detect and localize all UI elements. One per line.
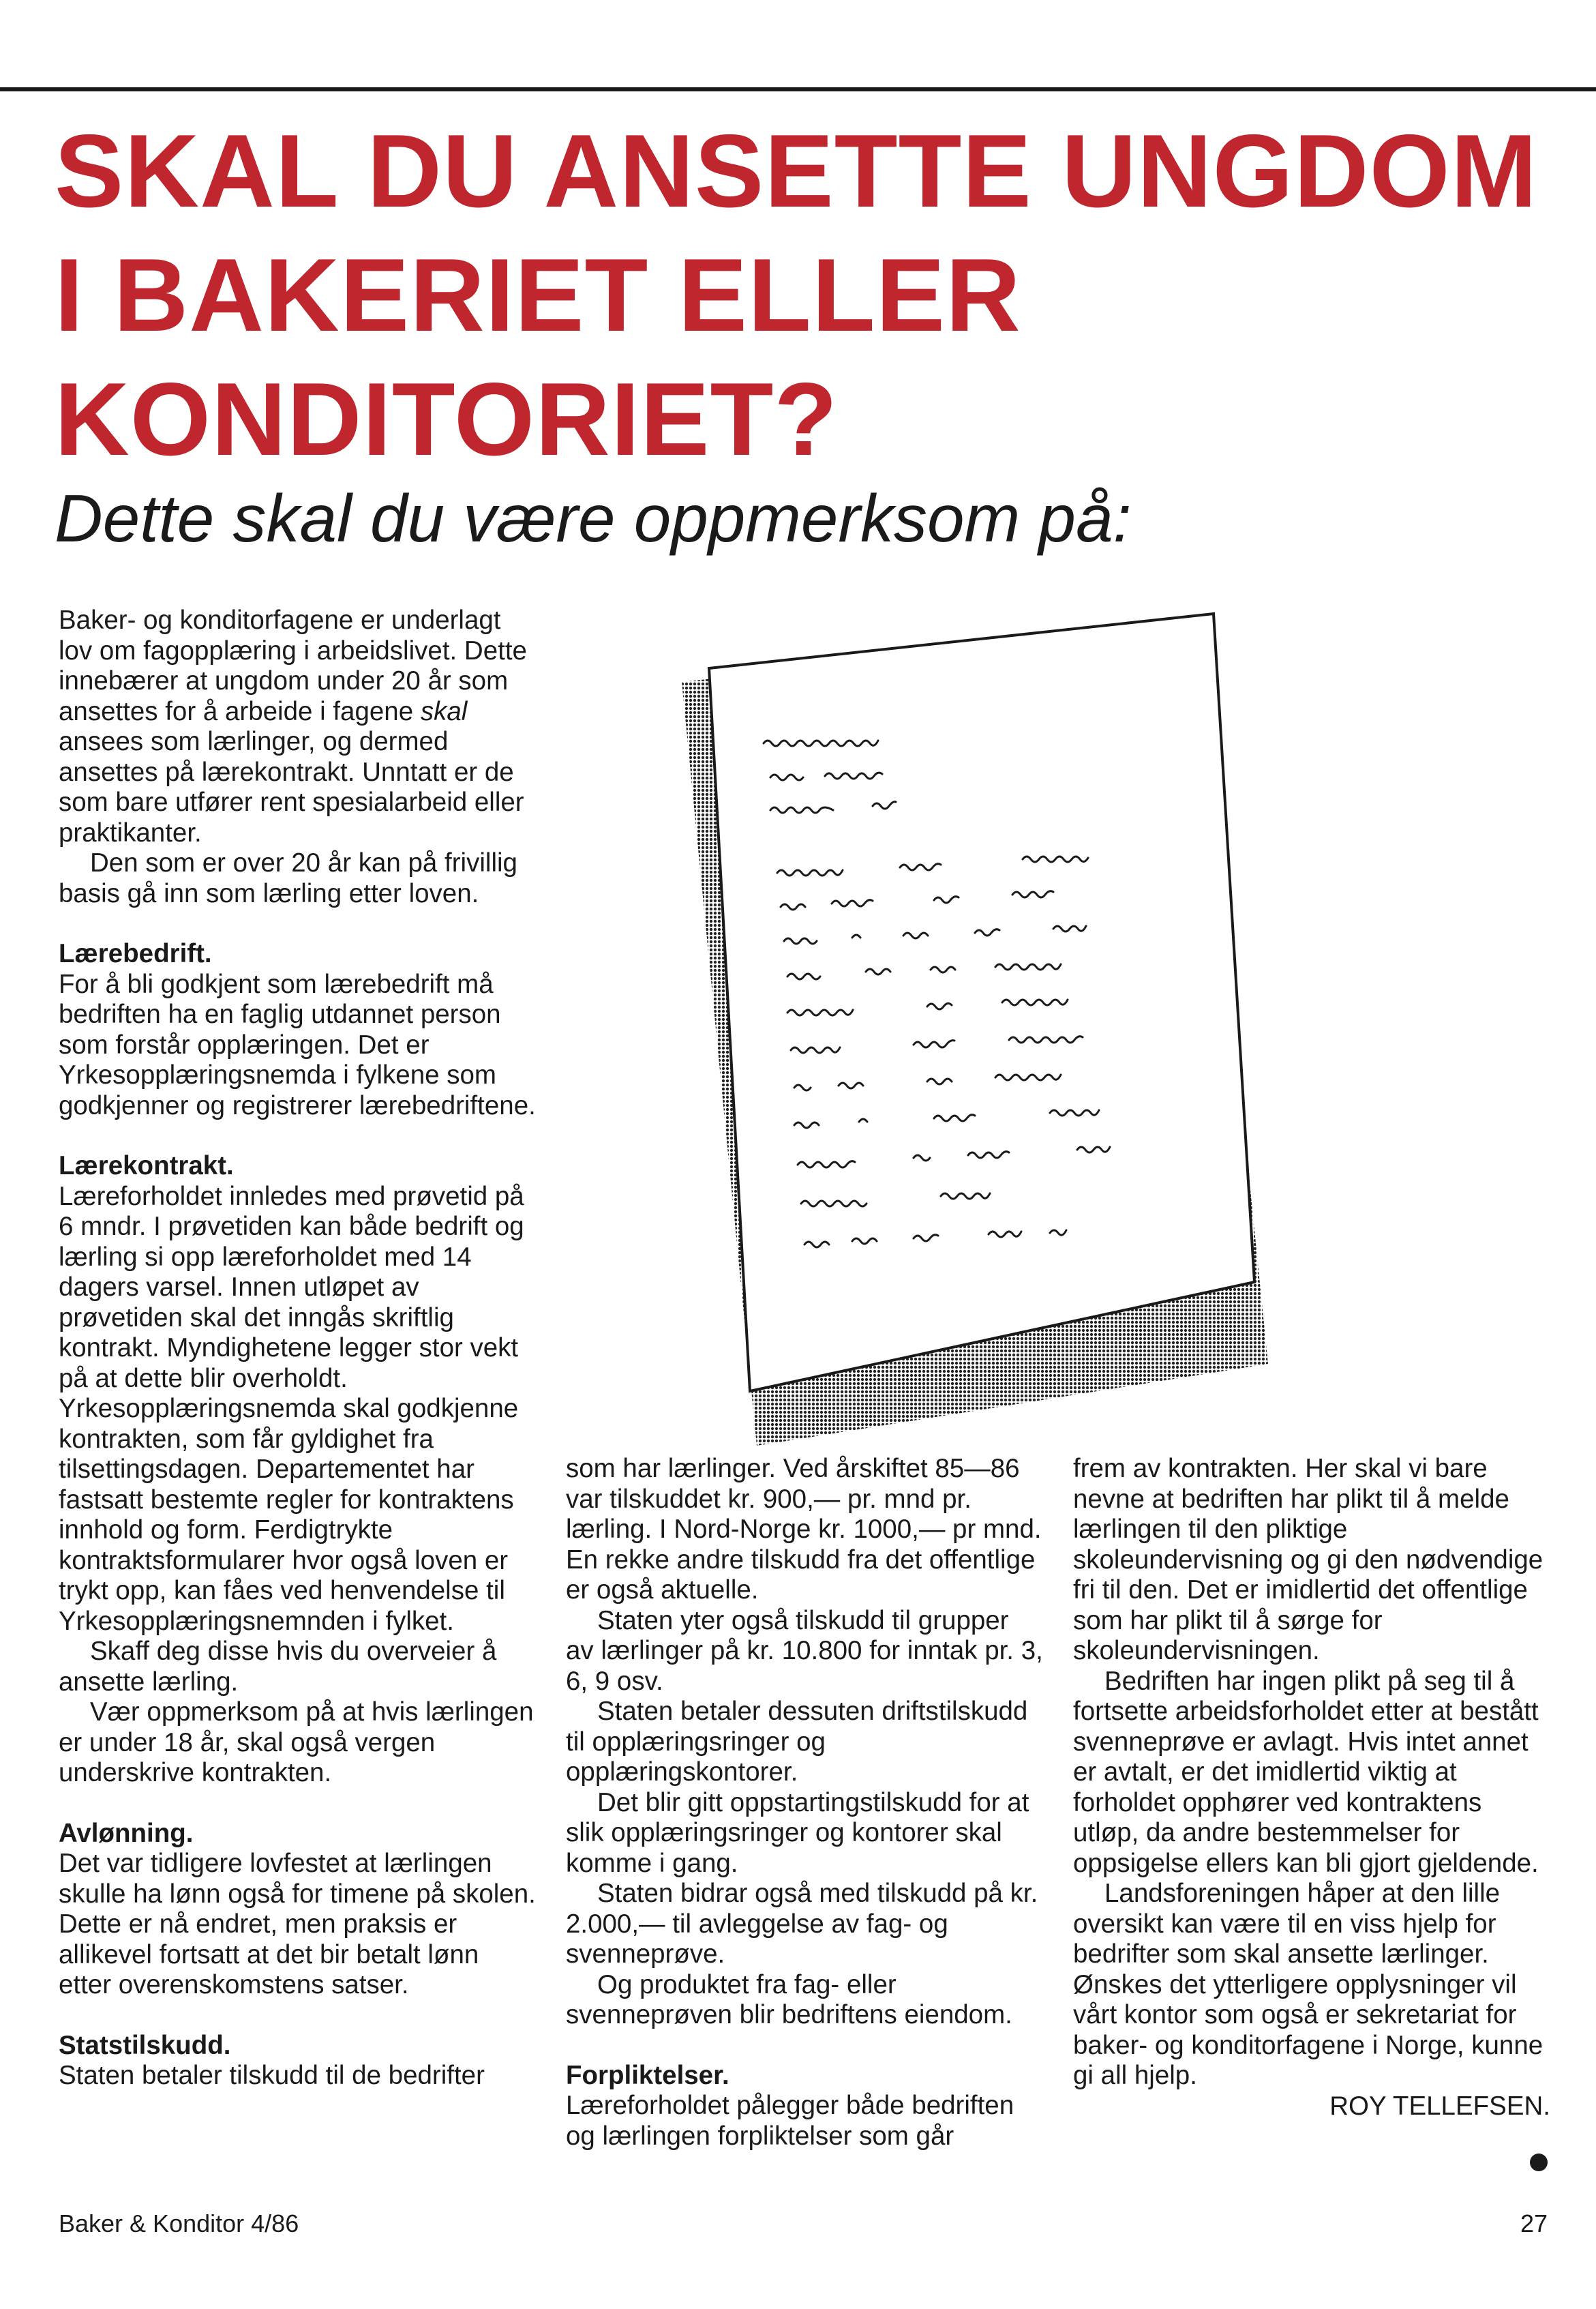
headline-line-1: SKAL DU ANSETTE UNGDOM	[55, 113, 1538, 229]
headline-line-3: KONDITORIET?	[55, 361, 839, 477]
end-mark-icon	[1530, 2154, 1548, 2171]
forpliktelser-paragraph-start: Læreforholdet pålegger både bedriften og lærlingen forpliktelser som går	[566, 2091, 1014, 2151]
heading-avlonning: Avlønning.	[59, 1818, 194, 1848]
statstilskudd-paragraph-start: Staten betaler tilskudd til de bedrifter	[59, 2061, 485, 2090]
statstilskudd-paragraph-6: Og produktet fra fag- eller svenneprøven blir bedriftens eiendom.	[566, 1969, 1012, 2029]
laerekontrakt-paragraph-1: Læreforholdet innledes med prøvetid på 6 mndr. I prøvetiden kan både bedrift og lærling si opp læreforholdet med 14 dagers varsel. Innen utløpet av prøvetiden skal det inngås skriftlig kontrakt. Myndighetene legger stor vekt på at dette blir overholdt. Yrkesopplæringsnemda skal godkjenne kontrakten, som får gyldighet fra tilsettingsdagen. Departementet har fastsatt bestemte regler for kontraktens innhold og form. Ferdigtrykte kontraktsformularer hvor også loven er trykt opp, kan fåes ved henvendelse til Yrkesopplæringsnemnden i fylket.	[59, 1181, 524, 1636]
forpliktelser-paragraph-3: Landsforeningen håper at den lille oversikt kan være til en viss hjelp for bedrifter som skal ansette lærlinger. Ønskes det ytterligere opplysninger vil vårt kontor som også er sekretariat for baker- og konditorfagene i Norge, kunne gi all hjelp.	[1073, 1879, 1544, 2090]
intro-text: Baker- og konditorfagene er underlagt lov om fagopplæring i arbeidslivet. Dette innebærer at ungdom under 20 år som ansettes for å arbeide i fagene	[59, 606, 527, 726]
column-2	[566, 1454, 1043, 2151]
heading-forpliktelser: Forpliktelser.	[566, 2060, 729, 2090]
intro-paragraph	[59, 606, 536, 848]
laerekontrakt-paragraph-2: Skaff deg disse hvis du overveier å ansette lærling.	[59, 1637, 497, 1697]
statstilskudd-paragraph-2: Staten yter også tilskudd til grupper av lærlinger på kr. 10.800 for inntak pr. 3, 6, 9 osv.	[566, 1605, 1043, 1696]
headline-line-2: I BAKERIET ELLER	[55, 237, 1021, 353]
top-rule	[0, 87, 1596, 91]
statstilskudd-paragraph-cont: som har lærlinger. Ved årskiftet 85—86 var tilskuddet kr. 900,— pr. mnd pr. lærling. I Nord-Norge kr. 1000,— pr mnd. En rekke andre tilskudd fra det offentlige er også aktuelle.	[566, 1454, 1042, 1605]
laerekontrakt-paragraph-3: Vær oppmerksom på at hvis lærlingen er under 18 år, skal også vergen underskrive kontrakten.	[59, 1697, 534, 1787]
statstilskudd-paragraph-4: Det blir gitt oppstartingstilskudd for at slik opplæringsringer og kontorer skal komme i gang.	[566, 1787, 1029, 1878]
headline	[55, 109, 1554, 481]
statstilskudd-paragraph-5: Staten bidrar også med tilskudd på kr. 2.000,— til avleggelse av fag- og svenneprøve.	[566, 1879, 1038, 1969]
subtitle: Dette skal du være oppmerksom på:	[55, 481, 1132, 556]
avlonning-paragraph: Det var tidligere lovfestet at lærlingen skulle ha lønn også for timene på skolen. Dette er nå endret, men praksis er allikevel fortsatt at det bir betalt lønn etter overenskomstens satser.	[59, 1849, 536, 1999]
heading-laerekontrakt: Lærekontrakt.	[59, 1151, 234, 1180]
author-signature: ROY TELLEFSEN.	[1329, 2091, 1550, 2121]
paper-sheet	[709, 614, 1254, 1391]
intro-emphasis: skal	[420, 696, 468, 726]
footer-publication: Baker & Konditor 4/86	[59, 2209, 299, 2237]
intro-text-cont: ansees som lærlinger, og dermed ansettes på lærekontrakt. Unntatt er de som bare utfører rent spesialarbeid eller praktikanter.	[59, 727, 524, 848]
heading-laerebedrift: Lærebedrift.	[59, 939, 212, 968]
column-3	[1073, 1454, 1550, 2121]
page-number: 27	[1520, 2209, 1548, 2237]
forpliktelser-paragraph-cont: frem av kontrakten. Her skal vi bare nevne at bedriften har plikt til å melde lærlingen til den pliktige skoleundervisning og gi den nødvendige fri til den. Det er imidlertid det offentlige som har plikt til å sørge for skoleundervisningen.	[1073, 1454, 1544, 1665]
column-1	[59, 606, 536, 2091]
handwritten-document-icon	[668, 600, 1268, 1453]
laerebedrift-paragraph: For å bli godkjent som lærebedrift må bedriften ha en faglig utdannet person som forstår opplæringen. Det er Yrkesopplæringsnemda i fylkene som godkjenner og registrerer lærebedriftene.	[59, 969, 536, 1120]
intro-paragraph-2: Den som er over 20 år kan på frivillig basis gå inn som lærling etter loven.	[59, 848, 517, 908]
forpliktelser-paragraph-2: Bedriften har ingen plikt på seg til å fortsette arbeidsforholdet etter at bestått svenneprøve er avlagt. Hvis intet annet er avtalt, er det imidlertid viktig at forholdet opphører ved kontraktens utløp, da andre bestemmelser for oppsigelse ellers kan bli gjort gjeldende.	[1073, 1666, 1539, 1878]
heading-statstilskudd: Statstilskudd.	[59, 2030, 231, 2060]
statstilskudd-paragraph-3: Staten betaler dessuten driftstilskudd til opplæringsringer og opplæringskontorer.	[566, 1697, 1028, 1787]
